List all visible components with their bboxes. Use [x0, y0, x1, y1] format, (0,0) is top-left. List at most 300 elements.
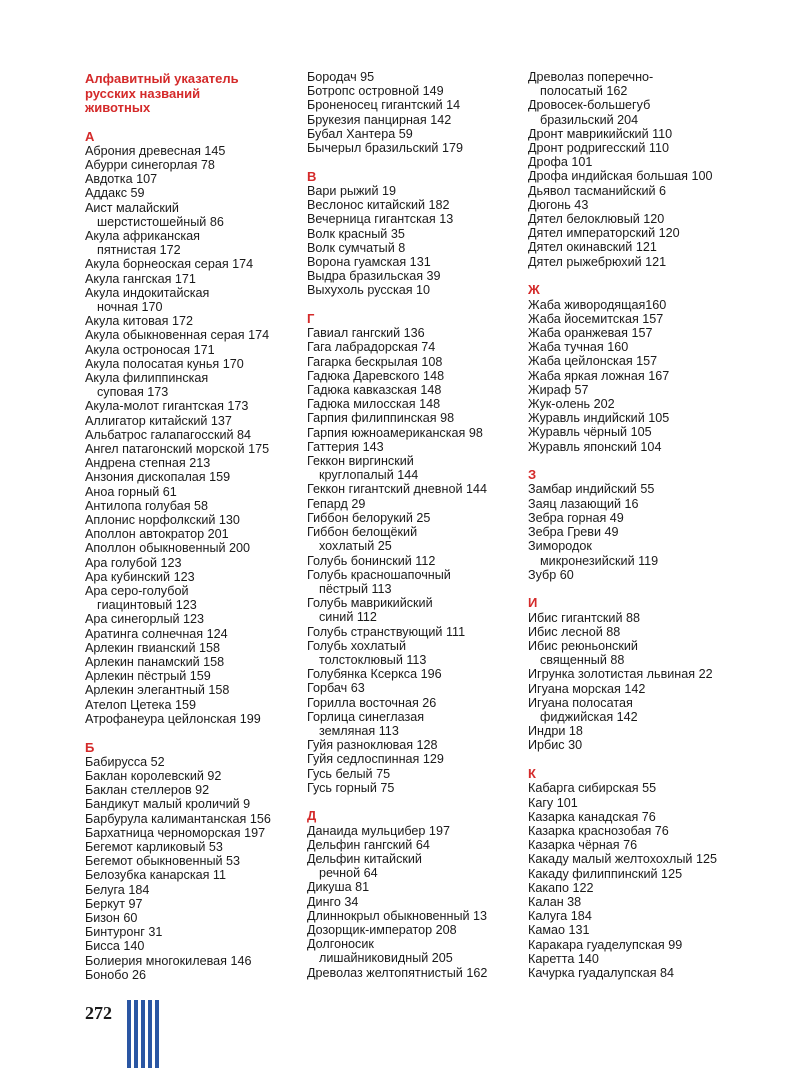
entry-text: Длиннокрыл обыкновенный 13 [307, 908, 488, 923]
index-entry [307, 909, 527, 923]
entry-text: Белуга 184 [85, 882, 150, 897]
entry-text: Ангел патагонский морской 175 [85, 441, 270, 456]
index-entry [85, 158, 305, 172]
index-entry [85, 485, 305, 499]
index-entry [528, 909, 748, 923]
index-section [528, 269, 748, 454]
index-entry [528, 696, 748, 724]
entry-text: Акула-молот гигантская 173 [85, 399, 249, 414]
index-entry [528, 781, 748, 795]
entry-text: Журавль чёрный 105 [528, 425, 652, 440]
entry-text: Ибис лесной 88 [528, 624, 621, 639]
entry-text: Индри 18 [528, 724, 583, 739]
index-entry [528, 155, 748, 169]
entry-text: Ворона гуамская 131 [307, 254, 431, 269]
entry-continuation: пёстрый 113 [319, 581, 392, 596]
entry-continuation: толстоклювый 113 [319, 652, 427, 667]
index-entry [528, 226, 748, 240]
entry-text: Акула филиппинская [85, 370, 209, 385]
entry-continuation: суповая 173 [97, 385, 169, 400]
entry-text: Зебра горная 49 [528, 510, 624, 525]
index-entry [307, 525, 527, 553]
entry-text: Арлекин элегантный 158 [85, 683, 230, 698]
entry-text: Геккон виргинский [307, 454, 414, 469]
index-entry [85, 499, 305, 513]
entry-text: Бисса 140 [85, 939, 145, 954]
index-entry [85, 840, 305, 854]
index-entry [528, 682, 748, 696]
entry-text: Жаба йосемитская 157 [528, 311, 664, 326]
section-letter: Ж [528, 282, 540, 298]
index-entry [528, 895, 748, 909]
index-entry [528, 667, 748, 681]
entry-text: Каретта 140 [528, 951, 599, 966]
entry-continuation: земляная 113 [319, 723, 399, 738]
index-entry [85, 371, 305, 399]
index-entry [528, 255, 748, 269]
index-entry [528, 425, 748, 439]
index-entry [307, 781, 527, 795]
index-entry [307, 596, 527, 624]
index-entry [307, 838, 527, 852]
entry-text: Горилла восточная 26 [307, 695, 437, 710]
index-column-2 [307, 70, 527, 980]
index-entry [85, 414, 305, 428]
index-entry [85, 286, 305, 314]
index-entry [528, 198, 748, 212]
entry-continuation: полосатый 162 [540, 84, 628, 99]
entry-text: Гарпия филиппинская 98 [307, 411, 455, 426]
section-gap [528, 753, 748, 768]
index-entry [528, 240, 748, 254]
entry-text: Древолаз поперечно- [528, 70, 654, 84]
index-section [307, 298, 527, 795]
index-entry [307, 113, 527, 127]
entry-text: Аратинга солнечная 124 [85, 626, 228, 641]
entry-text: Аллигатор китайский 137 [85, 413, 232, 428]
entry-text: Бонобо 26 [85, 967, 146, 982]
entry-text: Дровосек-большегуб [528, 98, 651, 113]
index-entry [85, 527, 305, 541]
index-entry [528, 326, 748, 340]
entry-continuation: ночная 170 [97, 299, 163, 314]
index-entry [307, 554, 527, 568]
entry-text: Дронт родригесский 110 [528, 141, 669, 156]
entry-text: Кабарга сибирская 55 [528, 781, 657, 796]
entry-text: Древолаз желтопятнистый 162 [307, 965, 488, 980]
index-entry [85, 357, 305, 371]
entry-text: Беркут 97 [85, 896, 143, 911]
index-entry [528, 881, 748, 895]
section-gap [307, 795, 527, 810]
index-entry [85, 612, 305, 626]
entry-continuation: шерстистошейный 86 [97, 214, 224, 229]
index-section [85, 130, 305, 727]
index-entry [528, 497, 748, 511]
entry-text: Зебра Греви 49 [528, 525, 619, 540]
entry-text: Аноа горный 61 [85, 484, 177, 499]
entry-text: Дикуша 81 [307, 880, 370, 895]
index-entry [85, 812, 305, 826]
index-entry [528, 810, 748, 824]
index-entry [85, 257, 305, 271]
section-gap [528, 454, 748, 469]
index-entry [85, 868, 305, 882]
index-entry [528, 824, 748, 838]
entry-text: Данаида мульцибер 197 [307, 823, 450, 838]
index-entry [85, 456, 305, 470]
index-entry [528, 923, 748, 937]
index-entry [528, 568, 748, 582]
index-entry [307, 824, 527, 838]
page-number: 272 [85, 1003, 112, 1023]
index-entry [85, 925, 305, 939]
entry-text: Дьявол тасманийский 6 [528, 183, 667, 198]
index-entry [85, 428, 305, 442]
index-entry [85, 584, 305, 612]
section-gap [85, 726, 305, 741]
entry-text: Болиерия многокилевая 146 [85, 953, 252, 968]
entry-text: Голубь маврикийский [307, 596, 433, 611]
entry-text: Антилопа голубая 58 [85, 498, 209, 513]
entry-text: Казарка чёрная 76 [528, 838, 638, 853]
index-section [307, 795, 527, 980]
index-entry [528, 738, 748, 752]
index-entry [528, 639, 748, 667]
index-entry [528, 724, 748, 738]
entry-text: Гарпия южноамериканская 98 [307, 425, 483, 440]
entry-text: Акула гангская 171 [85, 271, 196, 286]
decorative-bar [141, 1000, 145, 1068]
entry-text: Бизон 60 [85, 910, 138, 925]
entry-text: Дюгонь 43 [528, 197, 589, 212]
index-entry [528, 966, 748, 980]
entry-text: Аброния древесная 145 [85, 143, 226, 158]
entry-text: Жаба оранжевая 157 [528, 325, 653, 340]
index-entry [528, 340, 748, 354]
entry-text: Авдотка 107 [85, 172, 158, 187]
entry-text: Брукезия панцирная 142 [307, 112, 452, 127]
entry-text: Волк сумчатый 8 [307, 240, 406, 255]
entry-text: Арлекин панамский 158 [85, 655, 225, 670]
entry-text: Броненосец гигантский 14 [307, 98, 461, 113]
index-entry [307, 426, 527, 440]
index-entry [85, 968, 305, 982]
entry-text: Голубь странствующий 111 [307, 624, 466, 639]
entry-text: Бинтуронг 31 [85, 925, 163, 940]
entry-text: Волк красный 35 [307, 226, 405, 241]
entry-text: Абурри синегорлая 78 [85, 157, 215, 172]
index-entry [307, 241, 527, 255]
entry-text: Игрунка золотистая львиная 22 [528, 667, 713, 682]
entry-text: Бархатница черноморская 197 [85, 825, 266, 840]
index-entry [307, 497, 527, 511]
entry-continuation: гиацинтовый 123 [97, 598, 197, 613]
entry-text: Журавль японский 104 [528, 439, 662, 454]
index-section [528, 753, 748, 981]
entry-text: Гаттерия 143 [307, 439, 384, 454]
index-section [85, 726, 305, 982]
index-entry [307, 141, 527, 155]
index-entry [85, 513, 305, 527]
index-entry [307, 397, 527, 411]
entry-text: Голубь бонинский 112 [307, 553, 436, 568]
entry-text: Альбатрос галапагосский 84 [85, 427, 252, 442]
index-entry [307, 696, 527, 710]
index-entry [528, 169, 748, 183]
entry-text: Какаду филиппинский 125 [528, 866, 683, 881]
index-entry [528, 312, 748, 326]
entry-text: Бычерыл бразильский 179 [307, 141, 463, 156]
entry-text: Баклан королевский 92 [85, 768, 222, 783]
index-entry [85, 755, 305, 769]
entry-text: Казарка канадская 76 [528, 809, 656, 824]
entry-text: Бородач 95 [307, 70, 375, 84]
entry-continuation: хохлатый 25 [319, 539, 392, 554]
entry-text: Выдра бразильская 39 [307, 269, 441, 284]
index-entry [307, 966, 527, 980]
index-entry [85, 683, 305, 697]
index-entry [85, 314, 305, 328]
entry-text: Какапо 122 [528, 880, 594, 895]
index-title: Алфавитный указатель русских названий животных [85, 71, 239, 115]
entry-text: Замбар индийский 55 [528, 482, 655, 497]
entry-text: Дятел окинавский 121 [528, 240, 657, 255]
index-entry [85, 883, 305, 897]
index-entry [528, 184, 748, 198]
index-entry [85, 627, 305, 641]
entry-text: Динго 34 [307, 894, 359, 909]
decorative-bar [155, 1000, 159, 1068]
entry-text: Бандикут малый кроличий 9 [85, 797, 251, 812]
entry-text: Гадюка Даревского 148 [307, 368, 445, 383]
entry-text: Ирбис 30 [528, 738, 583, 753]
entry-text: Жаба яркая ложная 167 [528, 368, 670, 383]
entry-text: Голубянка Ксеркса 196 [307, 667, 442, 682]
index-entry [307, 127, 527, 141]
entry-text: Аддакс 59 [85, 186, 145, 201]
index-entry [307, 355, 527, 369]
index-entry [528, 525, 748, 539]
entry-text: Гиббон белощёкий [307, 525, 418, 540]
index-entry [307, 880, 527, 894]
index-entry [307, 454, 527, 482]
index-entry [528, 212, 748, 226]
entry-text: Дрофа 101 [528, 155, 593, 170]
index-entry [528, 141, 748, 155]
entry-continuation: фиджийская 142 [540, 710, 638, 725]
entry-text: Дрофа индийская большая 100 [528, 169, 713, 184]
index-section [307, 70, 527, 155]
entry-text: Жаба тучная 160 [528, 340, 629, 355]
entry-text: Жаба цейлонская 157 [528, 354, 658, 369]
entry-text: Арлекин гвианский 158 [85, 640, 220, 655]
entry-continuation: лишайниковидный 205 [319, 951, 453, 966]
index-entry [85, 826, 305, 840]
index-entry [85, 911, 305, 925]
entry-text: Акула китовая 172 [85, 314, 193, 329]
index-entry [85, 641, 305, 655]
section-letter: Г [307, 311, 315, 327]
index-entry [307, 70, 527, 84]
section-letter: А [85, 128, 95, 144]
entry-text: Гиббон белорукий 25 [307, 510, 431, 525]
entry-text: Арлекин пёстрый 159 [85, 669, 211, 684]
index-entry [307, 98, 527, 112]
index-entry [528, 796, 748, 810]
section-letter: З [528, 467, 537, 483]
entry-text: Жаба живородящая160 [528, 297, 667, 312]
entry-text: Какаду малый желтохохлый 125 [528, 852, 717, 867]
entry-text: Бабирусса 52 [85, 754, 165, 769]
entry-text: Калуга 184 [528, 909, 592, 924]
entry-text: Гадюка милосская 148 [307, 397, 441, 412]
entry-text: Дронт маврикийский 110 [528, 126, 673, 141]
index-entry [307, 369, 527, 383]
section-gap [528, 582, 748, 597]
index-entry [307, 383, 527, 397]
entry-text: Игуана морская 142 [528, 681, 646, 696]
index-section [307, 155, 527, 297]
index-entry [307, 738, 527, 752]
index-entry [528, 98, 748, 126]
entry-text: Акула полосатая кунья 170 [85, 356, 244, 371]
index-entry [307, 198, 527, 212]
entry-text: Аист малайский [85, 200, 179, 215]
entry-text: Аплонис норфолкский 130 [85, 512, 240, 527]
decorative-bar [148, 1000, 152, 1068]
index-entry [307, 895, 527, 909]
index-entry [528, 440, 748, 454]
entry-text: Дятел белоклювый 120 [528, 212, 665, 227]
index-entry [528, 852, 748, 866]
index-entry [85, 854, 305, 868]
index-entry [307, 568, 527, 596]
index-entry [307, 667, 527, 681]
entry-continuation: бразильский 204 [540, 112, 639, 127]
index-entry [85, 712, 305, 726]
entry-text: Дельфин китайский [307, 852, 422, 867]
entry-continuation: священный 88 [540, 653, 625, 668]
index-entry [528, 369, 748, 383]
entry-text: Ара серо-голубой [85, 584, 189, 598]
entry-text: Дозорщик-император 208 [307, 923, 457, 938]
index-entry [85, 783, 305, 797]
index-entry [528, 867, 748, 881]
entry-text: Гуйя седлоспинная 129 [307, 752, 444, 767]
index-entry [307, 511, 527, 525]
entry-text: Аполлон автократор 201 [85, 527, 229, 542]
entry-text: Атрофанеура цейлонская 199 [85, 711, 261, 726]
entry-text: Казарка краснозобая 76 [528, 823, 669, 838]
index-entry [85, 144, 305, 158]
entry-text: Бубал Хантера 59 [307, 126, 413, 141]
entry-text: Баклан стеллеров 92 [85, 783, 210, 798]
index-entry [307, 482, 527, 496]
index-entry [85, 442, 305, 456]
index-entry [307, 852, 527, 880]
index-entry [528, 70, 748, 98]
section-letter: Д [307, 808, 317, 824]
index-entry [307, 184, 527, 198]
index-entry [85, 769, 305, 783]
index-entry [307, 340, 527, 354]
index-entry [307, 255, 527, 269]
entry-text: Каракара гуаделупская 99 [528, 937, 683, 952]
entry-text: Гавиал гангский 136 [307, 326, 425, 341]
entry-text: Ибис реюньонский [528, 639, 638, 654]
section-letter: Б [85, 739, 95, 755]
index-entry [528, 511, 748, 525]
index-entry [528, 938, 748, 952]
entry-text: Ара кубинский 123 [85, 569, 195, 584]
index-entry [528, 383, 748, 397]
entry-text: Бегемот обыкновенный 53 [85, 854, 241, 869]
entry-continuation: синий 112 [319, 610, 377, 625]
entry-text: Вечерница гигантская 13 [307, 212, 454, 227]
entry-text: Андрена степная 213 [85, 456, 211, 471]
index-entry [85, 186, 305, 200]
entry-text: Акула индокитайская [85, 285, 210, 300]
page-footer [85, 1000, 175, 1068]
index-entry [307, 283, 527, 297]
entry-text: Акула африканская [85, 228, 200, 243]
index-entry [307, 923, 527, 937]
entry-text: Игуана полосатая [528, 695, 633, 710]
index-entry [307, 212, 527, 226]
entry-text: Веслонос китайский 182 [307, 198, 450, 213]
entry-text: Гусь белый 75 [307, 766, 391, 781]
entry-text: Дельфин гангский 64 [307, 837, 430, 852]
index-entry [528, 952, 748, 966]
entry-text: Гага лабрадорская 74 [307, 340, 436, 355]
entry-text: Горбач 63 [307, 681, 365, 696]
entry-text: Акула борнеоская серая 174 [85, 257, 254, 272]
index-entry [528, 625, 748, 639]
index-entry [85, 939, 305, 953]
index-entry [528, 411, 748, 425]
index-section [528, 582, 748, 753]
entry-continuation: микронезийский 119 [540, 553, 659, 568]
entry-text: Заяц лазающий 16 [528, 496, 639, 511]
entry-text: Выхухоль русская 10 [307, 283, 431, 298]
index-entry [85, 272, 305, 286]
index-entry [307, 639, 527, 667]
entry-text: Аполлон обыкновенный 200 [85, 541, 251, 556]
index-entry [85, 328, 305, 342]
section-gap [307, 155, 527, 170]
entry-text: Качурка гуадалупская 84 [528, 965, 675, 980]
index-entry [307, 227, 527, 241]
entry-text: Горлица синеглазая [307, 709, 425, 724]
index-entry [85, 954, 305, 968]
entry-text: Долгоносик [307, 937, 374, 952]
index-entry [528, 482, 748, 496]
index-entry [307, 710, 527, 738]
entry-text: Ара голубой 123 [85, 555, 182, 570]
section-letter: В [307, 168, 317, 184]
index-entry [85, 556, 305, 570]
entry-text: Голубь красношапочный [307, 567, 451, 582]
entry-text: Гуйя разноклювая 128 [307, 738, 438, 753]
entry-text: Вари рыжий 19 [307, 183, 396, 198]
index-entry [307, 326, 527, 340]
entry-text: Жук-олень 202 [528, 396, 615, 411]
index-entry [528, 539, 748, 567]
entry-continuation: речной 64 [319, 866, 378, 881]
index-entry [85, 343, 305, 357]
index-entry [528, 611, 748, 625]
